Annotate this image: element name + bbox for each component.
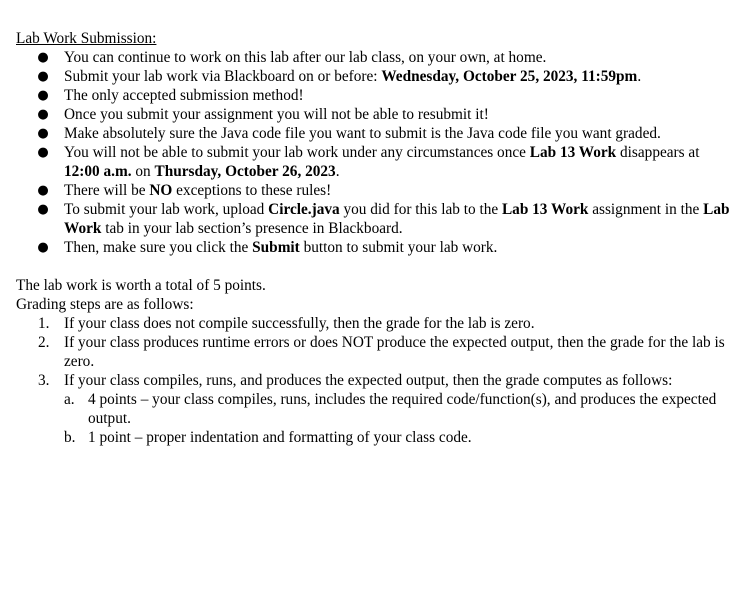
point-breakdown-list <box>64 390 738 447</box>
emphasis-text: Submit <box>252 239 300 256</box>
step-text: If your class does not compile successfully, then the grade for the lab is zero. <box>64 315 535 332</box>
step-number: 2. <box>38 334 50 351</box>
rule-item <box>16 238 738 257</box>
emphasis-text: Wednesday, October 25, 2023, 11:59pm <box>381 68 638 85</box>
emphasis-text: Circle.java <box>268 201 340 218</box>
bullet-icon: ● <box>37 126 49 141</box>
rule-item <box>16 124 738 143</box>
sub-step-letter: a. <box>64 391 75 408</box>
bullet-icon: ● <box>37 240 49 255</box>
submission-heading: Lab Work Submission: <box>16 30 157 47</box>
rule-item <box>16 181 738 200</box>
grading-step <box>16 333 738 371</box>
step-number: 1. <box>38 315 50 332</box>
bullet-icon: ● <box>37 145 49 160</box>
rule-text: You will not be able to submit your lab work under any circumstances once Lab 13 Work disappears at 12:00 a.m. on Thursday, October 26, 2023. <box>64 144 700 180</box>
bullet-icon: ● <box>37 69 49 84</box>
bullet-icon: ● <box>37 202 49 217</box>
point-breakdown-item <box>64 390 738 428</box>
emphasis-text: Thursday, October 26, 2023 <box>154 163 336 180</box>
rule-text: Then, make sure you click the Submit button to submit your lab work. <box>64 239 498 256</box>
rule-item <box>16 48 738 67</box>
bullet-icon: ● <box>37 107 49 122</box>
submission-rules-list <box>16 48 738 257</box>
bullet-icon: ● <box>37 183 49 198</box>
grading-step <box>16 314 738 333</box>
rule-item <box>16 86 738 105</box>
step-text: If your class compiles, runs, and produces the expected output, then the grade computes as follows: <box>64 372 673 389</box>
emphasis-text: Lab 13 Work <box>529 144 617 161</box>
point-breakdown-item <box>64 428 738 447</box>
rule-item <box>16 67 738 86</box>
emphasis-text: NO <box>149 182 173 199</box>
sub-step-text: 1 point – proper indentation and formatting of your class code. <box>88 429 472 446</box>
rule-item <box>16 143 738 181</box>
grading-step <box>16 371 738 447</box>
emphasis-text: Lab 13 Work <box>501 201 589 218</box>
emphasis-text: 12:00 a.m. <box>64 163 132 180</box>
rule-item <box>16 200 738 238</box>
rule-item <box>16 105 738 124</box>
rule-text: To submit your lab work, upload Circle.java you did for this lab to the Lab 13 Work assignment in the Lab Work tab in your lab section’s presence in Blackboard. <box>64 201 730 237</box>
step-text: If your class produces runtime errors or does NOT produce the expected output, then the grade for the lab is zero. <box>64 334 725 370</box>
rule-text: You can continue to work on this lab after our lab class, on your own, at home. <box>64 49 547 66</box>
grading-steps-list <box>16 314 738 447</box>
sub-step-text: 4 points – your class compiles, runs, includes the required code/function(s), and produces the expected output. <box>88 391 717 427</box>
section-spacer <box>16 257 738 276</box>
sub-step-letter: b. <box>64 429 76 446</box>
bullet-icon: ● <box>37 50 49 65</box>
grading-steps-intro: Grading steps are as follows: <box>16 296 194 313</box>
rule-text: The only accepted submission method! <box>64 87 304 104</box>
points-total-text: The lab work is worth a total of 5 points. <box>16 277 266 294</box>
step-number: 3. <box>38 372 50 389</box>
bullet-icon: ● <box>37 88 49 103</box>
rule-text: There will be NO exceptions to these rules! <box>64 182 332 199</box>
emphasis-text: Lab Work <box>64 201 730 237</box>
rule-text: Make absolutely sure the Java code file you want to submit is the Java code file you want graded. <box>64 125 661 142</box>
lab-instructions-page <box>16 29 738 447</box>
rule-text: Once you submit your assignment you will not be able to resubmit it! <box>64 106 489 123</box>
rule-text: Submit your lab work via Blackboard on or before: Wednesday, October 25, 2023, 11:59pm. <box>64 68 642 85</box>
